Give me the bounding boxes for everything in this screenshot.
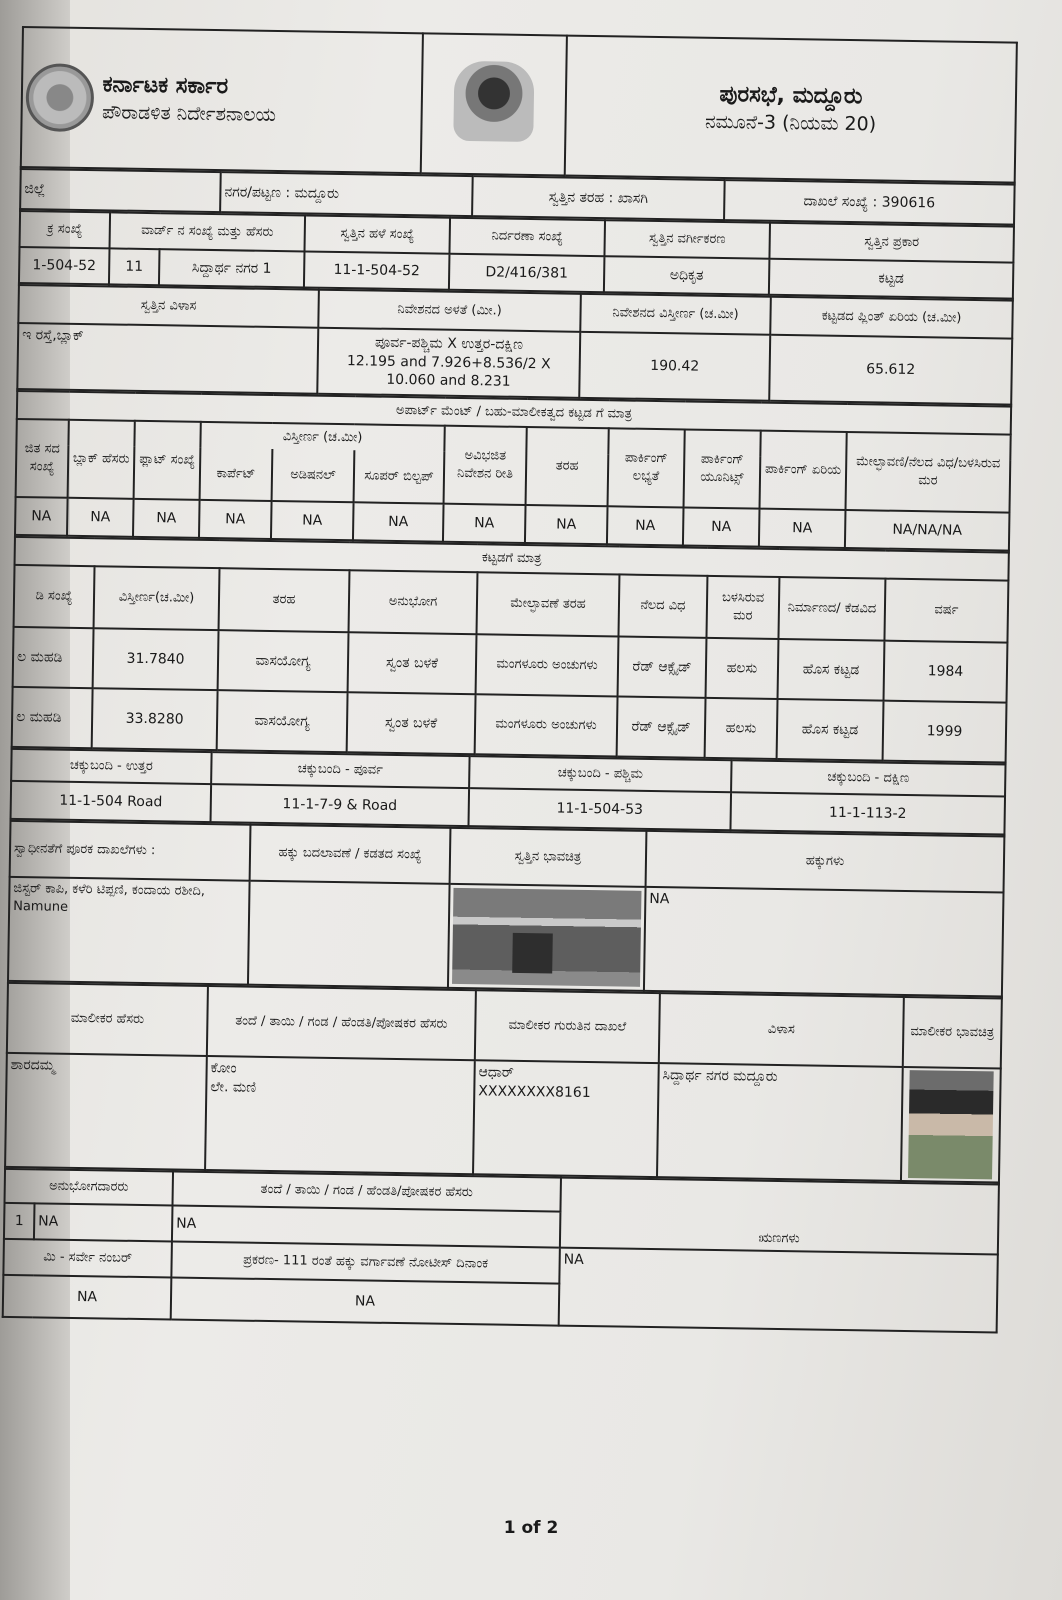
apt-h-roof: ಮೇಲ್ಛಾವಣಿ/ನೆಲದ ವಿಧ/ಬಳಸಿರುವ ಮರ — [845, 432, 1010, 513]
bld-use: ಸ್ವಂತ ಬಳಕೆ — [348, 632, 477, 694]
apt-h-sl: ಜಿತ ಸದ ಸಂಖ್ಯೆ — [16, 419, 69, 498]
loans-header: ಋಣಗಳು — [560, 1178, 999, 1255]
property-document — [2, 26, 1018, 1333]
apt-value: NA — [759, 509, 846, 548]
apt-h-parking-units: ಪಾರ್ಕಿಂಗ್ ಯೂನಿಟ್ಸ್ — [684, 429, 761, 508]
bld-h-roof: ಮೇಲ್ಛಾವಣೆ ತರಹ — [477, 572, 620, 636]
apt-h-carpet: ಕಾರ್ಪೆಟ್ — [200, 448, 273, 501]
bld-roof: ಮಂಗಳೂರು ಅಂಚುಗಳು — [475, 694, 618, 756]
apt-h-parking-area: ಪಾರ್ಕಿಂಗ್ ಏರಿಯ — [760, 431, 847, 510]
emblem-cell — [421, 33, 567, 175]
apt-value: NA — [525, 505, 608, 544]
boundary-h-west: ಚಕ್ಕುಬಂದಿ - ಪಶ್ಚಿಮ — [469, 756, 731, 792]
owner-relation — [205, 1056, 475, 1174]
bld-floor: ಲ ಮಹಡಿ — [12, 687, 93, 748]
bld-h-status: ನಿರ್ಮಾಣದ/ ಕೆಡವಿದ — [778, 577, 885, 641]
header-assessment: ನಿರ್ದರಣಾ ಸಂಖ್ಯೆ — [449, 218, 605, 256]
apt-value: NA — [353, 502, 444, 541]
owner-h-photo: ಮಾಲೀಕರ ಭಾವಚಿತ್ರ — [903, 997, 1002, 1069]
property-photo-cell — [448, 884, 646, 991]
apt-value: NA — [133, 499, 200, 538]
notice-value: NA — [171, 1278, 560, 1326]
bld-wood: ಹಲಸು — [706, 638, 779, 699]
header-address: ಸ್ವತ್ತಿನ ವಿಳಾಸ — [18, 285, 319, 328]
classification-value: ಅಧಿಕೃತ — [604, 256, 770, 295]
owner-id-number: XXXXXXXX8161 — [478, 1083, 591, 1101]
docs-value: ಜಿಸ್ಟರ್ ಕಾಪಿ, ಕಳೆರಿ ಟಿಪ್ಪಣಿ, ಕಂದಾಯ ರಶೀದಿ, Namune — [8, 877, 250, 985]
bld-wood: ಹಲಸು — [705, 698, 778, 759]
building-table — [11, 536, 1010, 764]
page-number: 1 of 2 — [503, 1518, 559, 1538]
notice-header: ಪ್ರಕರಣ- 111 ರಂತೆ ಹಕ್ಕು ವರ್ಗಾವಣೆ ನೋಟೀಸ್ ದಿನಾಂಕ — [171, 1242, 560, 1284]
bld-h-area: ವಿಸ್ತೀರ್ಣ(ಚ.ಮೀ) — [94, 566, 220, 630]
bld-status: ಹೊಸ ಕಟ್ಟಡ — [777, 699, 884, 761]
bld-floor-type: ರೆಡ್ ಆಕ್ಸೈಡ್ — [618, 636, 707, 697]
sl-value: 1-504-52 — [19, 247, 110, 284]
boundary-h-south: ಚಕ್ಕುಬಂದಿ - ದಕ್ಷಿಣ — [731, 760, 1005, 796]
apt-value: NA — [443, 504, 526, 543]
state-emblem-icon — [453, 61, 534, 142]
measure-line-3: 10.060 and 8.231 — [386, 372, 511, 391]
header-ward: ವಾರ್ಡ್ ನ ಸಂಖ್ಯೆ ಮತ್ತು ಹೆಸರು — [110, 212, 306, 251]
documents-table — [7, 820, 1005, 998]
apt-value: NA — [15, 497, 68, 536]
municipality-block — [565, 36, 1017, 183]
bld-h-use: ಅನುಭೋಗ — [349, 570, 478, 634]
survey-value: NA — [3, 1275, 172, 1320]
govt-block — [21, 27, 423, 173]
owner-name: ಶಾರದಮ್ಮ — [5, 1053, 207, 1170]
bld-area: 33.8280 — [92, 688, 218, 750]
owner-relation-line-1: ಕೋಂ — [210, 1060, 237, 1077]
apartment-title: ಅಪಾರ್ಟ್ ಮೆಂಟ್ / ಬಹು-ಮಾಲೀಕತ್ವದ ಕಟ್ಟಡ ಗೆ ಮಾತ್ರ — [17, 391, 1011, 435]
apt-h-area: ವಿಸ್ತೀರ್ಣ (ಚ.ಮೀ) — [200, 422, 444, 452]
bld-area: 31.7840 — [93, 628, 219, 690]
apt-h-super: ಸೂಪರ್ ಬಿಲ್ಟಪ್ — [354, 450, 445, 503]
boundary-h-north: ಚಕ್ಕುಬಂದಿ - ಉತ್ತರ — [11, 749, 211, 784]
occupant-header: ಅನುಭೋಗದಾರರು — [5, 1169, 174, 1206]
owner-h-id: ಮಾಲೀಕರ ಗುರುತಿನ ದಾಖಲೆ — [475, 990, 660, 1063]
docs-header: ಸ್ವಾಧೀನತೆಗೆ ಪೂರಕ ದಾಖಲೆಗಳು : — [10, 821, 251, 881]
address-value: ಇ ರಸ್ತೆ,ಬ್ಲಾಕ್ — [17, 323, 318, 394]
apt-value: NA — [271, 501, 354, 540]
rights-value: NA — [644, 887, 1004, 997]
form-title: ನಮೂನೆ-3 (ನಿಯಮ 20) — [704, 110, 877, 136]
old-no-value: 11-1-504-52 — [304, 251, 450, 289]
occupant-relation-value: NA — [172, 1206, 561, 1248]
survey-header: ಮಿ - ಸರ್ವೇ ನಂಬರ್ — [3, 1239, 172, 1278]
entry-number: ದಾಖಲೆ ಸಂಖ್ಯೆ : 390616 — [724, 180, 1015, 225]
bld-floor-type: ರೆಡ್ ಆಕ್ಸೈಡ್ — [617, 696, 706, 757]
apt-h-flat: ಫ್ಲಾಟ್ ಸಂಖ್ಯೆ — [134, 421, 201, 500]
owner-id — [473, 1060, 659, 1177]
boundary-east: 11-1-7-9 & Road — [211, 784, 470, 826]
bld-year: 1984 — [884, 641, 1008, 703]
owner-address: ಸಿದ್ದಾರ್ಥ ನಗರ ಮದ್ದೂರು — [657, 1063, 903, 1181]
occupant-value: NA — [34, 1203, 173, 1241]
rights-header: ಹಕ್ಕುಗಳು — [646, 831, 1005, 893]
govt-title: ಕರ್ನಾಟಕ ಸರ್ಕಾರ — [102, 72, 229, 100]
property-type-line: ಸ್ವತ್ತಿನ ತರಹ : ಖಾಸಗಿ — [472, 176, 725, 220]
transfer-value — [248, 881, 450, 988]
bld-h-year: ವರ್ಷ — [884, 579, 1008, 643]
header-table — [20, 26, 1018, 184]
header-sl: ಕ್ರ ಸಂಖ್ಯೆ — [20, 211, 111, 248]
apartment-table — [14, 390, 1012, 552]
owner-h-relation: ತಂದೆ / ತಾಯಿ / ಗಂಡ / ಹೆಂಡತಿ/ಪೋಷಕರ ಹೆಸರು — [207, 986, 476, 1060]
assessment-value: D2/416/381 — [449, 254, 605, 292]
bld-h-floor-type: ನೆಲದ ವಿಧ — [618, 574, 707, 637]
apt-h-parking-avail: ಪಾರ್ಕಿಂಗ್ ಲಭ್ಯತೆ — [608, 428, 685, 507]
bld-year: 1999 — [883, 701, 1007, 763]
measure-line-2: 12.195 and 7.926+8.536/2 X — [346, 352, 551, 372]
apt-h-undivided: ಅವಿಭಜಿತ ನಿವೇಶನ ರೀತಿ — [444, 426, 527, 505]
bld-floor: ಲ ಮಹಡಿ — [13, 627, 94, 688]
bld-use: ಸ್ವಂತ ಬಳಕೆ — [347, 692, 476, 754]
building-title: ಕಟ್ಟಡಗೆ ಮಾತ್ರ — [15, 537, 1009, 581]
bld-roof: ಮಂಗಳೂರು ಅಂಚುಗಳು — [476, 634, 619, 696]
occupant-relation-header: ತಂದೆ / ತಾಯಿ / ಗಂಡ / ಹೆಂಡತಿ/ಪೋಷಕರ ಹೆಸರು — [172, 1172, 560, 1212]
header-measure: ನಿವೇಶನದ ಅಳತೆ (ಮೀ.) — [318, 290, 581, 332]
apt-h-additional: ಅಡಿಷನಲ್ — [272, 449, 355, 502]
measure-value — [317, 328, 580, 398]
apt-h-kind: ತರಹ — [526, 427, 609, 506]
property-photo-header: ಸ್ವತ್ತಿನ ಭಾವಚಿತ್ರ — [450, 828, 647, 887]
owner-h-name: ಮಾಲೀಕರ ಹೆಸರು — [7, 983, 208, 1056]
boundary-h-east: ಚಕ್ಕುಬಂದಿ - ಪೂರ್ವ — [211, 752, 469, 788]
header-site-area: ನಿವೇಶನದ ವಿಸ್ತೀರ್ಣ (ಚ.ಮೀ) — [580, 294, 771, 335]
bld-h-kind: ತರಹ — [219, 568, 350, 632]
city-label: ನಗರ/ಪಟ್ಟಣ : ಮದ್ದೂರು — [220, 172, 473, 216]
owner-h-address: ವಿಳಾಸ — [659, 993, 904, 1067]
bld-status: ಹೊಸ ಕಟ್ಟಡ — [778, 639, 885, 701]
owner-photo — [908, 1070, 994, 1179]
municipality-title: ಪುರಸಭೆ, ಮದ್ದೂರು — [719, 82, 863, 110]
boundary-west: 11-1-504-53 — [468, 788, 731, 830]
ward-name-value: ಸಿದ್ದಾರ್ಥ ನಗರ 1 — [159, 249, 305, 287]
type-value: ಕಟ್ಟಡ — [769, 259, 1014, 299]
header-classification: ಸ್ವತ್ತಿನ ವರ್ಗೀಕರಣ — [604, 220, 770, 259]
plinth-value: 65.612 — [769, 335, 1012, 405]
owner-photo-cell — [901, 1067, 1001, 1183]
occupant-table — [2, 1168, 1000, 1334]
ward-no-value: 11 — [109, 248, 160, 285]
bld-kind: ವಾಸಯೋಗ್ಯ — [217, 690, 348, 752]
boundary-south: 11-1-113-2 — [730, 792, 1005, 834]
dimension-table — [16, 284, 1014, 406]
bld-h-wood: ಬಳಸಿರುವ ಮರ — [706, 576, 779, 639]
measure-line-1: ಪೂರ್ವ-ಪಶ್ಚಿಮ X ಉತ್ತರ-ದಕ್ಷಿಣ — [374, 334, 524, 353]
boundary-north: 11-1-504 Road — [11, 781, 212, 822]
apt-value: NA — [199, 500, 272, 539]
seal-icon — [25, 63, 94, 132]
header-old-no: ಸ್ವತ್ತಿನ ಹಳೆ ಸಂಖ್ಯೆ — [305, 215, 451, 253]
owner-id-type: ಆಧಾರ್ — [478, 1064, 514, 1081]
apt-h-block: ಬ್ಲಾಕ್ ಹೆಸರು — [68, 420, 135, 499]
owner-table — [4, 982, 1003, 1184]
bld-h-floor: ಡಿ ಸಂಖ್ಯೆ — [14, 565, 95, 628]
property-photo — [452, 888, 641, 987]
directorate-title: ಪೌರಾಡಳಿತ ನಿರ್ದೇಶನಾಲಯ — [101, 101, 277, 127]
owner-relation-line-2: ಲೇ. ಮಣಿ — [210, 1078, 257, 1096]
bld-kind: ವಾಸಯೋಗ್ಯ — [218, 630, 349, 692]
header-plinth: ಕಟ್ಟಡದ ಪ್ಲಿಂತ್ ಏರಿಯ (ಚ.ಮೀ) — [770, 297, 1013, 339]
occupant-number: 1 — [4, 1203, 35, 1239]
apt-value: NA — [67, 498, 134, 537]
header-type: ಸ್ವತ್ತಿನ ಪ್ರಕಾರ — [769, 223, 1014, 263]
transfer-header: ಹಕ್ಕು ಬದಲಾವಣೆ / ಕಡತದ ಸಂಖ್ಯೆ — [250, 825, 451, 884]
loans-value: NA — [559, 1248, 998, 1333]
district-label: ಜಿಲ್ಲೆ — [20, 169, 221, 212]
apt-value: NA/NA/NA — [845, 510, 1010, 551]
site-area-value: 190.42 — [579, 332, 770, 401]
apt-value: NA — [683, 507, 760, 546]
apt-value: NA — [607, 506, 684, 545]
